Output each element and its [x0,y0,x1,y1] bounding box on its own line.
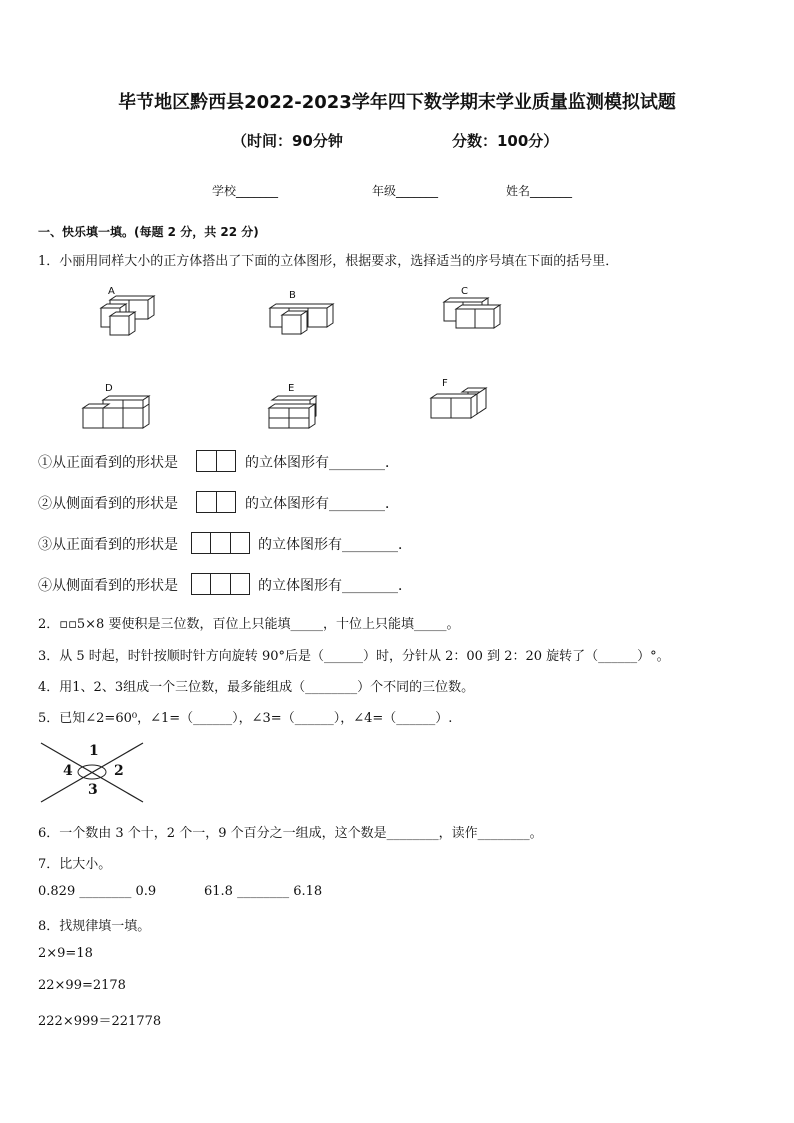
question-6: 6．一个数由 3 个十，2 个一，9 个百分之一组成，这个数是________，读作________。 [38,826,543,841]
figure-label-b: B [289,290,296,301]
shape-two-squares [196,450,236,472]
angle-label-1: 1 [89,743,99,759]
cube-figure-d [80,394,155,434]
q1-item-3: ③从正面看到的形状是 [38,537,178,553]
question-8: 8．找规律填一填。 [38,919,151,934]
question-7: 7．比大小。 [38,857,112,872]
figure-label-f: F [442,378,448,389]
figure-label-a: A [108,286,115,297]
pattern-line-2: 22×99=2178 [38,978,126,993]
compare-1[interactable]: 0.829 ________ 0.9 [38,884,157,899]
shape-two-squares [196,491,236,513]
compare-2[interactable]: 61.8 ________ 6.18 [204,884,323,899]
grade-field[interactable]: 年级_______ [372,184,439,198]
cube-figure-f [428,384,493,424]
angle-label-2: 2 [114,763,124,779]
pattern-line-3: 222×999＝221778 [38,1014,162,1029]
pattern-line-1: 2×9=18 [38,946,93,961]
section-heading: 一、快乐填一填。(每题 2 分，共 22 分) [38,225,259,239]
q1-item-4: ④从侧面看到的形状是 [38,578,178,594]
page-title: 毕节地区黔西县2022-2023学年四下数学期末学业质量监测模拟试题 [118,92,676,113]
cube-figure-b [266,300,336,340]
cube-figure-e [266,394,326,434]
exam-time: （时间：90分钟 [232,132,343,150]
q1-item-4-answer[interactable]: 的立体图形有________． [258,578,412,594]
cube-figure-a [96,296,166,341]
angle-label-3: 3 [88,782,98,798]
q1-item-3-answer[interactable]: 的立体图形有________． [258,537,412,553]
question-4: 4．用1、2、3组成一个三位数，最多能组成（________）个不同的三位数。 [38,680,475,695]
figure-label-e: E [288,383,295,394]
cube-figure-c [440,296,505,336]
school-field[interactable]: 学校_______ [212,184,279,198]
shape-three-squares [191,532,250,554]
question-5: 5．已知∠2=60⁰，∠1=（______），∠3=（______），∠4=（______）. [38,711,453,726]
q1-item-1-answer[interactable]: 的立体图形有________． [245,455,399,471]
question-1: 1．小丽用同样大小的正方体搭出了下面的立体图形，根据要求，选择适当的序号填在下面的括号里． [38,254,619,269]
figure-label-d: D [105,383,113,394]
figure-label-c: C [461,286,468,297]
name-field[interactable]: 姓名_______ [506,184,573,198]
question-3: 3．从 5 时起，时针按顺时针方向旋转 90°后是（______）时，分针从 2：00 到 2：20 旋转了（______）°。 [38,649,670,664]
q1-item-1: ①从正面看到的形状是 [38,455,178,471]
question-2: 2．▫▫5×8 要使积是三位数，百位上只能填_____，十位上只能填_____。 [38,617,460,632]
exam-score: 分数：100分） [452,132,559,150]
angle-label-4: 4 [63,763,73,779]
q1-item-2-answer[interactable]: 的立体图形有________． [245,496,399,512]
q1-item-2: ②从侧面看到的形状是 [38,496,178,512]
shape-three-squares [191,573,250,595]
